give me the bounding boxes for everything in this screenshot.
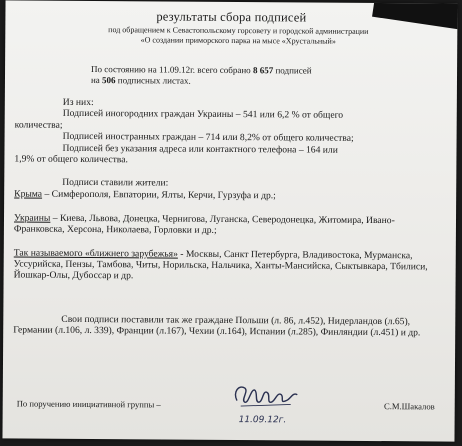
subtitle-line: под обращением к Севастопольскому горсовету и городской администрации [108,25,369,36]
total-signatures: 8 657 [252,65,274,76]
breakdown-heading: Из них: [62,96,94,109]
crimea-label: Крыма [14,188,43,201]
collection-status [91,64,391,88]
foreign-citizens-text: Свои подписи поставили так же граждане Польши (л. 86, л.452), Нидерландов (л.65), Германии (л.106, л. 339), Франции (л.167), Чехии (л.164), Испании (л.285), Финляндии (л.451) и др. [13,313,421,339]
sheets-suffix: подписных листах. [115,75,191,86]
document-title: результаты сбора подписей [156,9,307,25]
foreign-section [13,313,441,339]
abroad-paragraph [14,247,442,284]
crimea-cities: – Симферополя, Евпатории, Ялты, Керчи, Гурзуфа и др.; [42,189,276,202]
breakdown-line: количества; [14,119,63,131]
document-subtitle [45,25,431,47]
breakdown-line: Подписей иностранных граждан – 714 или 8,2% от общего количества; [62,131,354,145]
status-line-sheets [91,75,391,88]
ukraine-paragraph [14,212,442,238]
breakdown-line: 1,9% от общего количества. [14,153,128,166]
breakdown-line: Подписей иногородних граждан Украины – 541 или 6,2 % от общего [62,108,344,122]
on-behalf-text: По поручению инициативной группы – [16,398,161,410]
signature-row [16,398,435,412]
sheet-count: 506 [102,75,116,86]
crimea-paragraph [14,189,442,203]
abroad-cities: - Москвы, Санкт Петербурга, Владивостока, Мурманска, Уссурийска, Пензы, Тамбова, Читы, Норильска, Нальчика, Ханты-Мансийска, Сыктывкара, Тбилиси, Йошкар-Олы, Дубоссар и др. [13,248,428,282]
abroad-label: Так называемого «ближнего зарубежья» [13,247,178,260]
status-prefix: По состоянию на 11.09.12г. всего собрано [91,64,253,76]
residents-heading: Подписи ставили жители: [62,176,169,189]
residents-section [14,176,443,284]
handwritten-signature [231,378,301,414]
subtitle-line: «О создании приморского парка на мысе «Хрустальный» [140,34,336,46]
ukraine-cities: – Киева, Львова, Донецка, Чернигова, Луганска, Северодонецка, Житомира, Ивано-Франковска, Херсона, Николаева, Горловки и др.; [13,212,395,237]
ukraine-label: Украины [13,212,51,224]
handwritten-date: 11.09.12г. [238,415,287,426]
document-sheet [2,0,457,441]
breakdown-section [14,96,442,167]
status-suffix: подписей [273,65,312,76]
breakdown-line: Подписей без указания адреса или контактного телефона – 164 или [62,142,338,156]
sheets-prefix: на [90,75,103,86]
signer-name: С.М.Шакалов [383,401,435,412]
